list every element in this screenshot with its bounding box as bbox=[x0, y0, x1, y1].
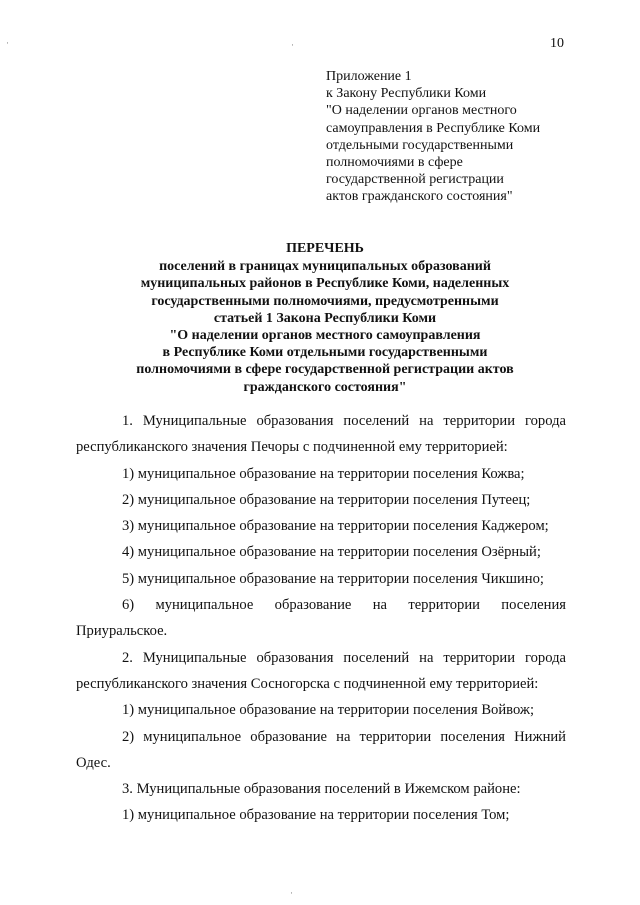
paragraph-2: 2. Муниципальные образования поселений на территории города республиканского значения Сосногорска с подчиненной ему территорией: bbox=[76, 649, 566, 692]
appendix-line: самоуправления в Республике Коми bbox=[326, 120, 541, 136]
heading-line: в Республике Коми отдельными государственными bbox=[162, 345, 488, 361]
appendix-line: к Закону Республики Коми bbox=[326, 86, 487, 102]
document-heading bbox=[70, 240, 580, 396]
appendix-line: "О наделении органов местного bbox=[326, 103, 517, 119]
appendix-line: актов гражданского состояния" bbox=[326, 189, 513, 205]
heading-line: государственными полномочиями, предусмотренными bbox=[151, 293, 499, 309]
document-body bbox=[76, 408, 566, 829]
appendix-line: отдельными государственными bbox=[326, 137, 514, 153]
appendix-block bbox=[326, 68, 616, 206]
list-item-continuation: Одес. bbox=[76, 754, 111, 771]
list-item: 2) муниципальное образование на территории поселения Путеец; bbox=[122, 491, 531, 508]
heading-line: "О наделении органов местного самоуправления bbox=[169, 328, 481, 344]
paragraph-1: 1. Муниципальные образования поселений на территории города республиканского значения Печоры с подчиненной ему территорией: bbox=[76, 413, 566, 456]
list-item: 5) муниципальное образование на территории поселения Чикшино; bbox=[122, 570, 544, 587]
list-item: 1) муниципальное образование на территории поселения Том; bbox=[122, 807, 510, 824]
scan-artifact: · bbox=[6, 38, 9, 48]
list-item: 4) муниципальное образование на территории поселения Озёрный; bbox=[122, 544, 541, 561]
list-item-continuation: Приуральское. bbox=[76, 623, 168, 640]
heading-line: статьей 1 Закона Республики Коми bbox=[213, 310, 437, 326]
page-number: 10 bbox=[550, 36, 564, 51]
heading-line: гражданского состояния" bbox=[243, 379, 407, 395]
list-item: 2) муниципальное образование на территории поселения Нижний bbox=[122, 728, 566, 745]
paragraph-3: 3. Муниципальные образования поселений в Ижемском районе: bbox=[122, 781, 521, 798]
scan-artifact: · bbox=[290, 888, 293, 898]
list-item: 1) муниципальное образование на территории поселения Войвож; bbox=[122, 702, 535, 719]
list-item: 1) муниципальное образование на территории поселения Кожва; bbox=[122, 465, 525, 482]
appendix-line: Приложение 1 bbox=[326, 69, 412, 84]
heading-line: поселений в границах муниципальных образований bbox=[159, 259, 491, 275]
appendix-line: полномочиями в сфере bbox=[326, 155, 463, 171]
scan-artifact: · bbox=[291, 40, 294, 50]
heading-line: полномочиями в сфере государственной регистрации актов bbox=[136, 362, 514, 378]
heading-line: муниципальных районов в Республике Коми, наделенных bbox=[140, 276, 510, 292]
heading-title: ПЕРЕЧЕНЬ bbox=[286, 241, 364, 256]
list-item: 6) муниципальное образование на территории поселения bbox=[122, 597, 566, 614]
list-item: 3) муниципальное образование на территории поселения Каджером; bbox=[122, 518, 549, 535]
appendix-line: государственной регистрации bbox=[326, 172, 504, 188]
